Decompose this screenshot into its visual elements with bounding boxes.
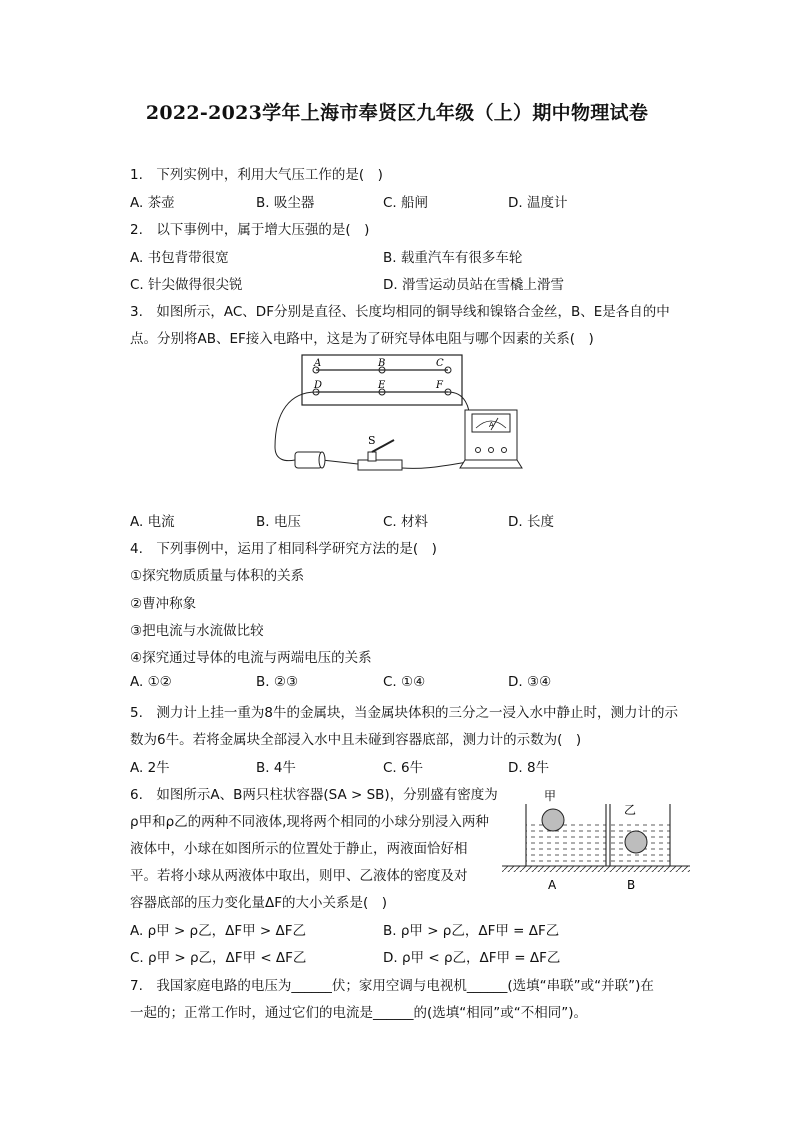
- label-d: D: [314, 380, 323, 391]
- containers-diagram: [498, 786, 694, 894]
- label-b: B: [378, 358, 386, 369]
- question-3-stem-line-1: 3. 如图所示，AC、DF分别是直径、长度均相同的铜导线和镍铬合金丝，B、E是各自的中: [130, 304, 670, 320]
- q4-item-4: ④探究通过导体的电流与两端电压的关系: [130, 650, 372, 666]
- q4-item-1: ①探究物质质量与体积的关系: [130, 568, 305, 584]
- battery: [295, 452, 322, 468]
- ball-a: [542, 809, 564, 831]
- circuit-diagram: [260, 352, 530, 482]
- question-5-stem-line-2: 数为6牛。若将金属块全部浸入水中且未碰到容器底部，测力计的示数为( ): [130, 732, 582, 748]
- q3-option-b: B. 电压: [256, 514, 301, 530]
- q1-option-c: C. 船闸: [383, 195, 429, 211]
- question-3-stem-line-2: 点。分别将AB、EF接入电路中，这是为了研究导体电阻与哪个因素的关系( ): [130, 331, 594, 347]
- q2-option-c: C. 针尖做得很尖锐: [130, 277, 243, 293]
- question-6-stem-line-2: ρ甲和ρ乙的两种不同液体,现将两个相同的小球分别浸入两种: [130, 814, 489, 830]
- q6-option-b: B. ρ甲 > ρ乙，ΔF甲 = ΔF乙: [383, 923, 560, 939]
- q4-option-a: A. ①②: [130, 674, 172, 690]
- q2-option-d: D. 滑雪运动员站在雪橇上滑雪: [383, 277, 564, 293]
- ball-b: [625, 831, 647, 853]
- q4-item-3: ③把电流与水流做比较: [130, 623, 264, 639]
- label-container-b: B: [627, 878, 636, 892]
- label-e: E: [378, 380, 386, 391]
- label-yi: 乙: [624, 803, 637, 817]
- q5-option-d: D. 8牛: [508, 760, 550, 776]
- label-switch: S: [368, 434, 376, 447]
- q3-option-a: A. 电流: [130, 514, 175, 530]
- q5-option-a: A. 2牛: [130, 760, 170, 776]
- liquid-jia: [526, 820, 606, 866]
- q4-option-c: C. ①④: [383, 674, 426, 690]
- page-title: 2022-2023学年上海市奉贤区九年级（上）期中物理试卷: [145, 102, 649, 124]
- question-6-stem-line-5: 容器底部的压力变化量ΔF的大小关系是( ): [130, 895, 388, 911]
- wire-left: [275, 392, 316, 461]
- question-2-stem: 2. 以下事例中，属于增大压强的是( ): [130, 222, 370, 238]
- q6-option-a: A. ρ甲 > ρ乙，ΔF甲 > ΔF乙: [130, 923, 307, 939]
- question-6-stem-line-3: 液体中，小球在如图所示的位置处于静止，两液面恰好相: [130, 841, 468, 857]
- q2-option-a: A. 书包背带很宽: [130, 250, 229, 266]
- q1-option-d: D. 温度计: [508, 195, 568, 211]
- label-jia: 甲: [544, 789, 557, 803]
- question-7-stem-line-2: 一起的；正常工作时，通过它们的电流是______的(选填“相同”或“不相同”)。: [130, 1005, 588, 1021]
- q2-option-b: B. 载重汽车有很多车轮: [383, 250, 523, 266]
- question-6-stem-line-4: 平。若将小球从两液体中取出，则甲、乙液体的密度及对: [130, 868, 468, 884]
- q3-option-c: C. 材料: [383, 514, 429, 530]
- ground: [502, 866, 690, 872]
- question-4-stem: 4. 下列事例中，运用了相同科学研究方法的是( ): [130, 541, 437, 557]
- question-7-stem-line-1: 7. 我国家庭电路的电压为______伏；家用空调与电视机______(选填“串联”或“并联”)在: [130, 978, 654, 994]
- label-f: F: [436, 380, 443, 391]
- label-c: C: [436, 358, 444, 369]
- q5-option-c: C. 6牛: [383, 760, 424, 776]
- wire-battery-switch: [322, 460, 358, 464]
- q5-option-b: B. 4牛: [256, 760, 296, 776]
- label-container-a: A: [548, 878, 557, 892]
- question-6-stem-line-1: 6. 如图所示A、B两只柱状容器(SA > SB)，分别盛有密度为: [130, 787, 498, 803]
- q3-option-d: D. 长度: [508, 514, 554, 530]
- question-5-stem-line-1: 5. 测力计上挂一重为8牛的金属块，当金属块体积的三分之一浸入水中静止时，测力计的示: [130, 705, 678, 721]
- ammeter-label: A: [489, 421, 494, 429]
- switch-base: [358, 460, 402, 470]
- q6-option-c: C. ρ甲 > ρ乙，ΔF甲 < ΔF乙: [130, 950, 307, 966]
- q1-option-b: B. 吸尘器: [256, 195, 315, 211]
- label-a: A: [314, 358, 322, 369]
- q6-option-d: D. ρ甲 < ρ乙，ΔF甲 = ΔF乙: [383, 950, 561, 966]
- q4-item-2: ②曹冲称象: [130, 596, 197, 612]
- question-1-stem: 1. 下列实例中，利用大气压工作的是( ): [130, 167, 383, 183]
- q4-option-d: D. ③④: [508, 674, 552, 690]
- q1-option-a: A. 茶壶: [130, 195, 175, 211]
- q4-option-b: B. ②③: [256, 674, 299, 690]
